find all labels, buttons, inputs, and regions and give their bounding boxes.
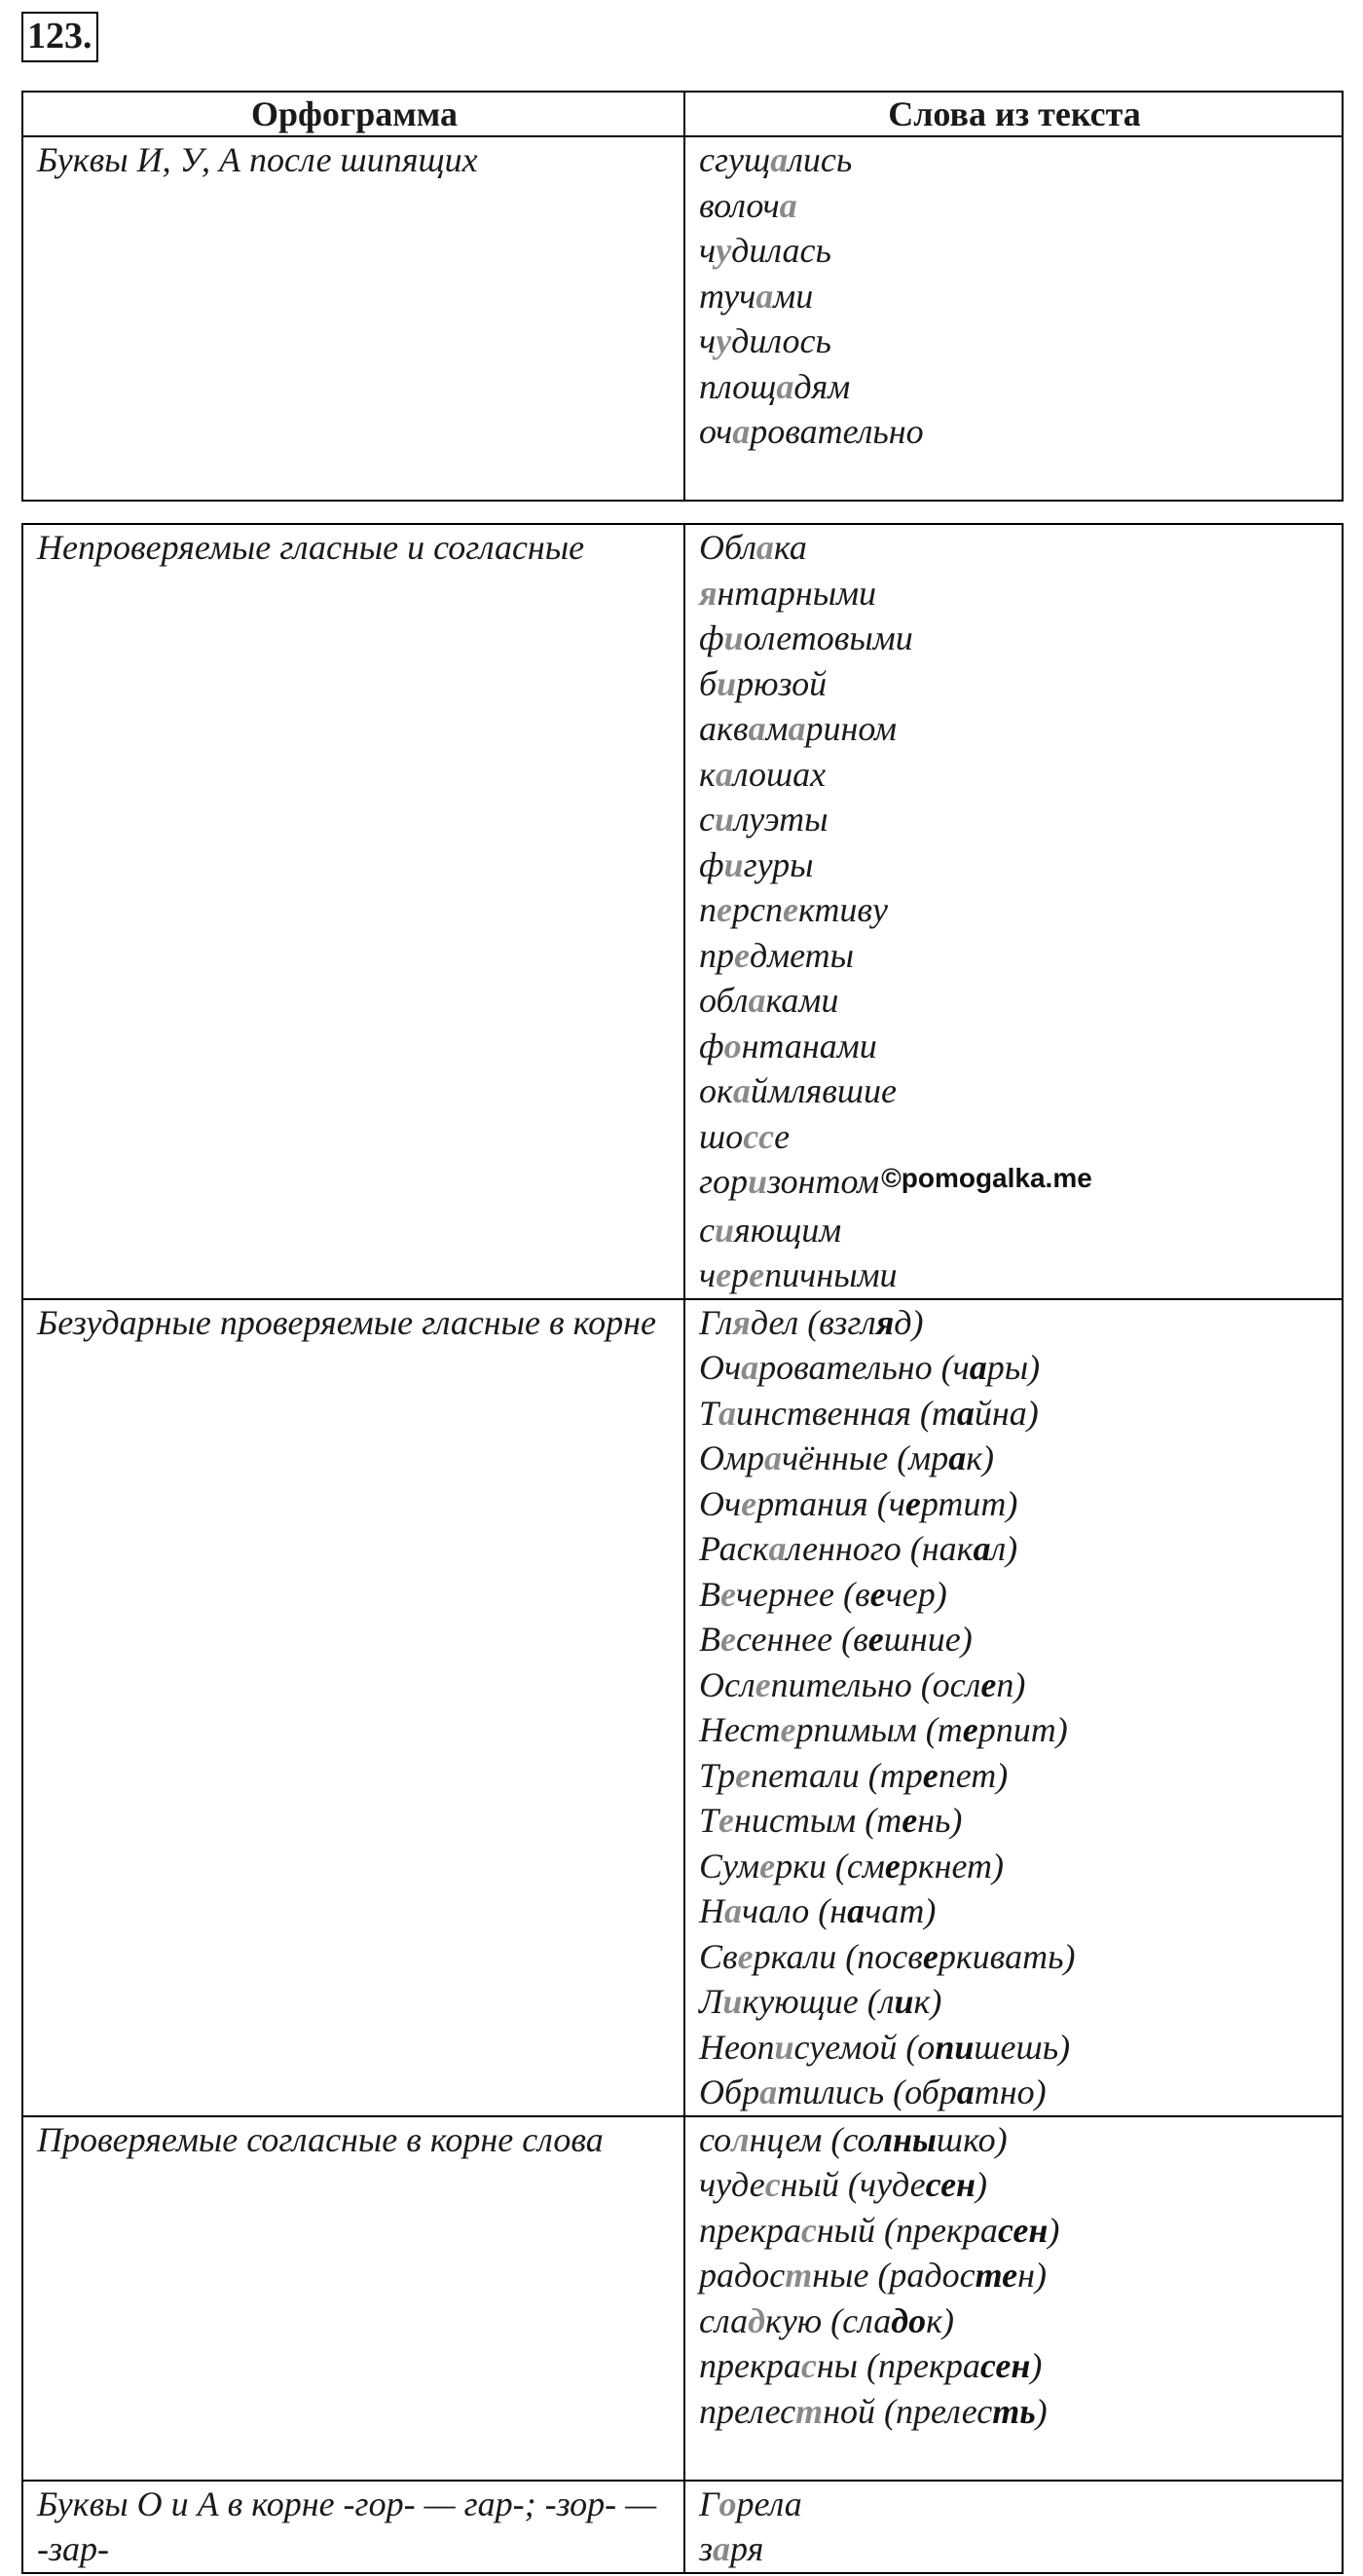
highlighted-letter: а xyxy=(755,528,774,567)
word-part: чённые (мр xyxy=(781,1438,949,1477)
word-part: ный (чуде xyxy=(780,2165,926,2204)
word-part: з xyxy=(699,2529,714,2568)
rule-cell: Безударные проверяемые гласные в корне xyxy=(22,1299,684,2116)
word-part: Обл xyxy=(699,528,756,567)
highlighted-letter: е xyxy=(780,1710,796,1749)
highlighted-letter: а xyxy=(732,1071,751,1110)
words-cell xyxy=(684,524,1343,1299)
word-part: дел (взгл xyxy=(750,1302,876,1342)
bold-letter: е xyxy=(884,1846,901,1885)
word-part: дметы xyxy=(749,935,855,975)
word-line xyxy=(699,2025,1330,2071)
highlighted-letter: е xyxy=(716,1255,732,1294)
highlighted-letter: а xyxy=(724,1891,742,1930)
highlighted-letter: и xyxy=(714,800,735,839)
highlighted-letter: е xyxy=(720,1574,736,1614)
bold-letter: а xyxy=(969,1348,987,1387)
highlighted-letter: а xyxy=(763,1438,782,1477)
word-part: рюзой xyxy=(736,663,828,703)
word-part: к) xyxy=(966,1438,995,1477)
word-line xyxy=(699,525,1330,571)
bold-letter: е xyxy=(922,1755,939,1795)
bold-letter: а xyxy=(956,2072,975,2111)
word-part: чернее (в xyxy=(735,1574,870,1614)
rule-cell: Буквы О и А в корне -гор- — гар-; -зор- — -зар- xyxy=(22,2481,684,2573)
word-part: тились (обр xyxy=(777,2072,957,2111)
bold-letter: сен xyxy=(979,2346,1031,2385)
highlighted-letter: е xyxy=(741,1483,757,1523)
highlighted-letter: у xyxy=(716,321,732,360)
word-part: к) xyxy=(926,2300,954,2340)
word-line xyxy=(699,1159,1330,1208)
highlighted-letter: и xyxy=(722,1982,743,2021)
word-part: чало (н xyxy=(742,1891,848,1930)
table-row xyxy=(22,2116,1343,2481)
word-part: ной (прелес xyxy=(823,2391,993,2431)
highlighted-letter: я xyxy=(699,573,718,613)
word-part: ) xyxy=(1048,2210,1060,2250)
word-line xyxy=(699,228,1330,274)
word-part: с xyxy=(699,1210,715,1250)
word-part: ктиву xyxy=(797,890,888,929)
word-part: яющим xyxy=(734,1210,842,1250)
word-part: рпит) xyxy=(977,1710,1068,1749)
word-line xyxy=(699,887,1330,933)
word-line xyxy=(699,2162,1330,2208)
table-row xyxy=(22,136,1343,501)
exercise-number: 123 xyxy=(27,16,83,56)
word-part: ) xyxy=(1030,2346,1043,2385)
word-line xyxy=(699,409,1330,455)
spelling-table-part-2 xyxy=(21,523,1344,2574)
word-part: ф xyxy=(699,1026,724,1065)
highlighted-letter: а xyxy=(759,2072,778,2111)
word-part: д) xyxy=(894,1302,924,1342)
highlighted-letter: е xyxy=(734,935,750,975)
word-line xyxy=(699,1526,1330,1572)
word-line xyxy=(699,2526,1330,2572)
highlighted-letter: а xyxy=(732,412,751,451)
watermark: ©pomogalka.me xyxy=(881,1163,1092,1193)
word-part: зонтом xyxy=(767,1162,880,1201)
bold-letter: е xyxy=(902,1801,918,1840)
word-part: ) xyxy=(976,2165,988,2204)
word-part: ф xyxy=(699,844,724,884)
word-line xyxy=(699,2070,1330,2115)
words-cell xyxy=(684,136,1343,501)
word-line xyxy=(699,1345,1330,1391)
rule-cell: Проверяемые согласные в корне слова xyxy=(22,2116,684,2481)
word-part: ч xyxy=(699,231,717,270)
word-line xyxy=(699,1798,1330,1844)
highlighted-letter: е xyxy=(720,1620,736,1659)
word-part: суемой (о xyxy=(793,2027,936,2067)
bold-letter: ть xyxy=(992,2391,1036,2431)
word-part: прелес xyxy=(699,2391,796,2431)
highlighted-letter: е xyxy=(782,890,798,929)
word-part: ленного (нак xyxy=(786,1529,974,1568)
word-line xyxy=(699,1252,1330,1298)
words-cell xyxy=(684,2116,1343,2481)
word-part: лошах xyxy=(732,754,827,794)
highlighted-letter: а xyxy=(755,276,774,316)
word-line xyxy=(699,318,1330,364)
highlighted-letter: е xyxy=(759,1846,776,1885)
word-line xyxy=(699,661,1330,707)
highlighted-letter: а xyxy=(779,185,797,225)
word-line xyxy=(699,1888,1330,1934)
bold-letter: е xyxy=(867,1620,884,1659)
highlighted-letter: т xyxy=(795,2391,824,2431)
words-cell xyxy=(684,1299,1343,2116)
word-part: Омр xyxy=(699,1438,764,1477)
table-row xyxy=(22,1299,1343,2116)
word-line xyxy=(699,137,1330,183)
word-part: рки (см xyxy=(775,1846,885,1885)
word-part: дям xyxy=(793,366,851,406)
word-line xyxy=(699,2253,1330,2298)
bold-letter: а xyxy=(847,1891,866,1930)
word-line xyxy=(699,1617,1330,1662)
word-part: ок xyxy=(699,1071,733,1110)
bold-letter: сен xyxy=(997,2210,1049,2250)
rule-cell: Буквы И, У, А после шипящих xyxy=(22,136,684,501)
word-line xyxy=(699,1572,1330,1618)
highlighted-letter: и xyxy=(717,663,737,703)
word-part: п) xyxy=(996,1664,1026,1704)
bold-letter: пи xyxy=(935,2027,975,2067)
word-part: Оч xyxy=(699,1483,742,1523)
bold-letter: е xyxy=(962,1710,978,1749)
word-line xyxy=(699,706,1330,752)
exercise-number-box xyxy=(21,12,98,62)
word-line xyxy=(699,616,1330,661)
word-part: ) xyxy=(1035,2391,1048,2431)
word-part: дилось xyxy=(731,321,831,360)
word-part: м xyxy=(765,709,789,748)
highlighted-letter: е xyxy=(737,1936,754,1976)
word-part: кующие (л xyxy=(742,1982,895,2021)
highlighted-letter: с xyxy=(764,2165,781,2204)
highlighted-letter: у xyxy=(716,231,732,270)
bold-letter: лны xyxy=(874,2119,937,2159)
highlighted-letter: а xyxy=(713,2529,731,2568)
word-part: кую (сла xyxy=(764,2300,892,2340)
word-part: сеннее (в xyxy=(735,1620,868,1659)
word-part: В xyxy=(699,1620,720,1659)
word-line xyxy=(699,1707,1330,1753)
word-part: чат) xyxy=(865,1891,937,1930)
bold-letter: я xyxy=(875,1302,895,1342)
word-part: сгущ xyxy=(699,140,771,179)
word-line xyxy=(699,2117,1330,2163)
bold-letter: а xyxy=(973,1529,991,1568)
word-part: ч xyxy=(699,1255,717,1294)
word-line xyxy=(699,2389,1330,2435)
bold-letter: е xyxy=(904,1483,921,1523)
word-part: рела xyxy=(736,2483,802,2523)
word-part: е xyxy=(774,1116,791,1156)
word-part: тно) xyxy=(974,2072,1047,2111)
word-part: акв xyxy=(699,709,749,748)
word-line xyxy=(699,364,1330,410)
word-line xyxy=(699,1208,1330,1253)
word-part: ры) xyxy=(986,1348,1041,1387)
word-part: нь) xyxy=(917,1801,963,1840)
highlighted-letter: а xyxy=(748,981,766,1020)
word-line xyxy=(699,2208,1330,2254)
highlighted-letter: е xyxy=(735,1755,752,1795)
word-part: радос xyxy=(699,2256,786,2295)
word-part: ркали (посв xyxy=(753,1936,923,1976)
word-part: гор xyxy=(699,1162,749,1201)
highlighted-letter: е xyxy=(717,890,732,929)
word-line xyxy=(699,1979,1330,2025)
highlighted-letter: с xyxy=(800,2210,817,2250)
word-part: пр xyxy=(699,935,734,975)
word-part: ртит) xyxy=(920,1483,1018,1523)
word-line xyxy=(699,1114,1330,1160)
word-part: площ xyxy=(699,366,777,406)
highlighted-letter: и xyxy=(723,618,744,657)
word-part: ф xyxy=(699,618,724,657)
highlighted-letter: и xyxy=(774,2027,794,2067)
word-part: ровательно xyxy=(750,412,924,451)
word-part: ря xyxy=(730,2529,764,2568)
highlighted-letter: а xyxy=(770,140,789,179)
word-part: нистым (т xyxy=(734,1801,903,1840)
word-part: В xyxy=(699,1574,720,1614)
word-line xyxy=(699,2343,1330,2389)
word-part: ч xyxy=(699,321,717,360)
bold-letter: и xyxy=(894,1982,914,2021)
bold-letter: е xyxy=(922,1936,939,1976)
highlighted-letter: и xyxy=(723,844,744,884)
word-line xyxy=(699,2482,1330,2527)
word-part: Осл xyxy=(699,1664,755,1704)
header-spelling-rule: Орфограмма xyxy=(22,92,684,136)
exercise-number-dot: . xyxy=(83,16,92,56)
word-part: Сум xyxy=(699,1846,760,1885)
word-part: Тр xyxy=(699,1755,736,1795)
table-row xyxy=(22,2481,1343,2573)
word-part: йна) xyxy=(974,1393,1039,1433)
word-part: нтарными xyxy=(717,573,877,613)
word-part: гуры xyxy=(743,844,814,884)
highlighted-letter: а xyxy=(741,1348,759,1387)
bold-letter: сен xyxy=(925,2165,976,2204)
word-part: ровательно (ч xyxy=(758,1348,970,1387)
word-part: шние) xyxy=(883,1620,973,1659)
word-part: п xyxy=(699,890,717,929)
word-part: л) xyxy=(990,1529,1018,1568)
word-part: Неоп xyxy=(699,2027,775,2067)
word-part: Оч xyxy=(699,1348,742,1387)
word-part: н) xyxy=(1017,2256,1047,2295)
word-part: шо xyxy=(699,1116,744,1156)
highlighted-letter: е xyxy=(755,1664,771,1704)
bold-letter: е xyxy=(869,1574,886,1614)
word-part: с xyxy=(699,800,715,839)
word-part: ркнет) xyxy=(900,1846,1005,1885)
highlighted-letter: е xyxy=(718,1801,735,1840)
highlighted-letter: а xyxy=(715,754,733,794)
word-line xyxy=(699,1436,1330,1481)
highlighted-letter: е xyxy=(749,1255,765,1294)
highlighted-letter: и xyxy=(748,1162,768,1201)
word-line xyxy=(699,1481,1330,1527)
word-part: Св xyxy=(699,1936,738,1976)
word-part: ные (радос xyxy=(812,2256,976,2295)
bold-letter: а xyxy=(948,1438,967,1477)
highlighted-letter: о xyxy=(718,2483,737,2523)
word-part: со xyxy=(699,2119,732,2159)
word-line xyxy=(699,1024,1330,1069)
word-line xyxy=(699,1753,1330,1799)
word-part: рсп xyxy=(731,890,783,929)
bold-letter: а xyxy=(956,1393,975,1433)
word-part: прекра xyxy=(699,2346,801,2385)
bold-letter: е xyxy=(980,1664,997,1704)
word-part: р xyxy=(731,1255,750,1294)
word-part: Обр xyxy=(699,2072,760,2111)
word-part: чер) xyxy=(885,1574,947,1614)
word-line xyxy=(699,978,1330,1024)
word-part: ный (прекра xyxy=(816,2210,998,2250)
word-part: ймлявшие xyxy=(750,1071,898,1110)
word-part: к) xyxy=(913,1982,942,2021)
word-line xyxy=(699,797,1330,842)
word-part: ртания (ч xyxy=(756,1483,905,1523)
word-part: Т xyxy=(699,1393,719,1433)
word-part: Л xyxy=(699,1982,723,2021)
word-part: Гл xyxy=(699,1302,733,1342)
highlighted-letter: а xyxy=(748,709,766,748)
spelling-table-part-1 xyxy=(21,91,1344,502)
word-part: ркивать) xyxy=(938,1936,1076,1976)
word-part: прекра xyxy=(699,2210,801,2250)
word-part: волоч xyxy=(699,185,780,225)
word-part: обл xyxy=(699,981,749,1020)
word-line xyxy=(699,183,1330,229)
word-part: оч xyxy=(699,412,733,451)
rule-cell: Непроверяемые гласные и согласные xyxy=(22,524,684,1299)
word-part: Г xyxy=(699,2483,719,2523)
highlighted-letter: т xyxy=(785,2256,813,2295)
word-part: ны (прекра xyxy=(816,2346,980,2385)
word-part: шешь) xyxy=(974,2027,1071,2067)
table-header-row xyxy=(22,92,1343,136)
word-line xyxy=(699,1391,1330,1437)
highlighted-letter: а xyxy=(788,709,806,748)
highlighted-letter: а xyxy=(776,366,794,406)
word-line xyxy=(699,1844,1330,1889)
word-line xyxy=(699,1662,1330,1708)
word-line xyxy=(699,842,1330,888)
word-line xyxy=(699,1934,1330,1980)
header-words-from-text: Слова из текста xyxy=(684,92,1343,136)
highlighted-letter: и xyxy=(714,1210,735,1250)
word-line xyxy=(699,2298,1330,2344)
word-part: инственная (т xyxy=(736,1393,957,1433)
word-part: рпимым (т xyxy=(795,1710,963,1749)
highlighted-letter: а xyxy=(718,1393,737,1433)
highlighted-letter: я xyxy=(732,1302,751,1342)
word-part: Н xyxy=(699,1891,724,1930)
bold-letter: до xyxy=(891,2300,927,2340)
word-part: ками xyxy=(765,981,839,1020)
word-part: Нест xyxy=(699,1710,781,1749)
word-part: пичными xyxy=(764,1255,898,1294)
word-part: рином xyxy=(805,709,897,748)
highlighted-letter: о xyxy=(723,1026,742,1065)
word-part: сла xyxy=(699,2300,749,2340)
word-line xyxy=(699,274,1330,319)
word-part: лись xyxy=(788,140,853,179)
word-part: пительно (осл xyxy=(770,1664,981,1704)
word-part: шко) xyxy=(936,2119,1008,2159)
word-part: дилась xyxy=(731,231,831,270)
highlighted-letter: сс xyxy=(743,1116,775,1156)
highlighted-letter: с xyxy=(800,2346,817,2385)
word-line xyxy=(699,1300,1330,1346)
word-part: б xyxy=(699,663,718,703)
highlighted-letter: л xyxy=(731,2119,750,2159)
table-row xyxy=(22,524,1343,1299)
word-part: ми xyxy=(773,276,814,316)
word-part: чуде xyxy=(699,2165,765,2204)
highlighted-letter: д xyxy=(748,2300,765,2340)
word-part: ка xyxy=(773,528,807,567)
word-part: к xyxy=(699,754,716,794)
word-line xyxy=(699,571,1330,616)
word-part: Раск xyxy=(699,1529,769,1568)
words-cell xyxy=(684,2481,1343,2573)
word-part: луэты xyxy=(734,800,829,839)
highlighted-letter: а xyxy=(768,1529,787,1568)
word-part: петали (тр xyxy=(751,1755,923,1795)
word-line xyxy=(699,752,1330,798)
word-part: Т xyxy=(699,1801,719,1840)
word-part: олетовыми xyxy=(743,618,913,657)
word-part: нтанами xyxy=(741,1026,877,1065)
word-line xyxy=(699,933,1330,979)
word-line xyxy=(699,1068,1330,1114)
word-part: пет) xyxy=(938,1755,1009,1795)
bold-letter: те xyxy=(975,2256,1018,2295)
word-part: туч xyxy=(699,276,756,316)
word-part: нцем (со xyxy=(749,2119,875,2159)
